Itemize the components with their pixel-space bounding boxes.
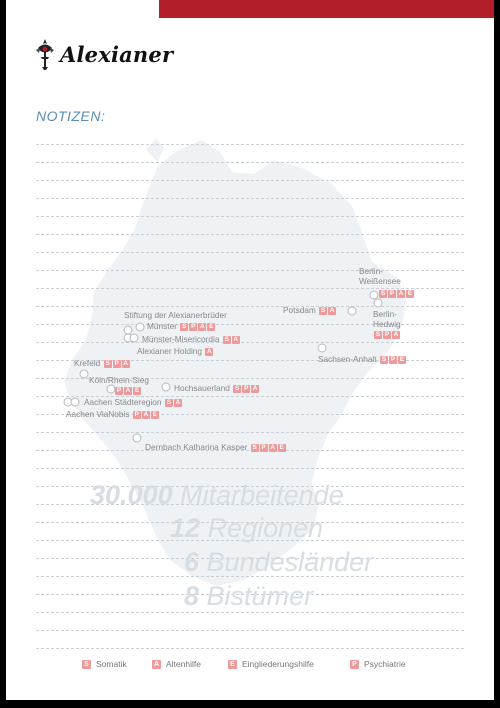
- location-hochsauerland: Hochsauerland S P A: [174, 383, 258, 393]
- location-sachsen-anhalt: Sachsen-Anhalt S P E: [318, 354, 405, 364]
- legend-psychiatrie: P Psychiatrie: [350, 659, 406, 669]
- notepad-page: [6, 0, 494, 700]
- location-potsdam: Potsdam S A: [283, 305, 335, 315]
- location-koeln: Köln/Rhein-Sieg P A E: [89, 375, 149, 394]
- stat-states: 6 Bundesländer: [184, 547, 374, 577]
- location-alexianer-holding: Alexianer Holding A: [137, 346, 212, 356]
- location-berlin-hedwig: Berlin- Hedwig S P A: [373, 309, 401, 338]
- location-berlin-weissensee: Berlin- Weißensee: [359, 266, 401, 286]
- legend: [6, 659, 494, 673]
- location-dernbach: Dernbach Katharina Kasper S P A E: [145, 442, 284, 452]
- legend-eingliederungshilfe: E Eingliederungshilfe: [228, 659, 314, 669]
- legend-somatik: S Somatik: [82, 659, 127, 669]
- legend-altenhilfe: A Altenhilfe: [153, 659, 201, 669]
- brand-name: Alexianer: [60, 41, 174, 67]
- location-muenster-misericordia: Münster-Misericordia S A: [142, 334, 239, 344]
- location-aachen-vianobis: Aachen ViaNobis P A E: [66, 409, 157, 419]
- stat-employees: 30.000 Mitarbeitende: [90, 480, 344, 510]
- location-muenster: Münster S P A E: [147, 321, 214, 331]
- location-stiftung: Stiftung der Alexianerbrüder: [124, 310, 227, 320]
- stat-dioceses: 8 Bistümer: [184, 581, 314, 611]
- stat-regions: 12 Regionen: [170, 513, 324, 543]
- location-krefeld: Krefeld S P A: [74, 358, 128, 368]
- location-berlin-weissensee-tags: S P A E: [380, 289, 413, 297]
- notes-title: NOTIZEN:: [36, 108, 106, 124]
- location-aachen-staedteregion: Aachen Städteregion S A: [84, 397, 181, 407]
